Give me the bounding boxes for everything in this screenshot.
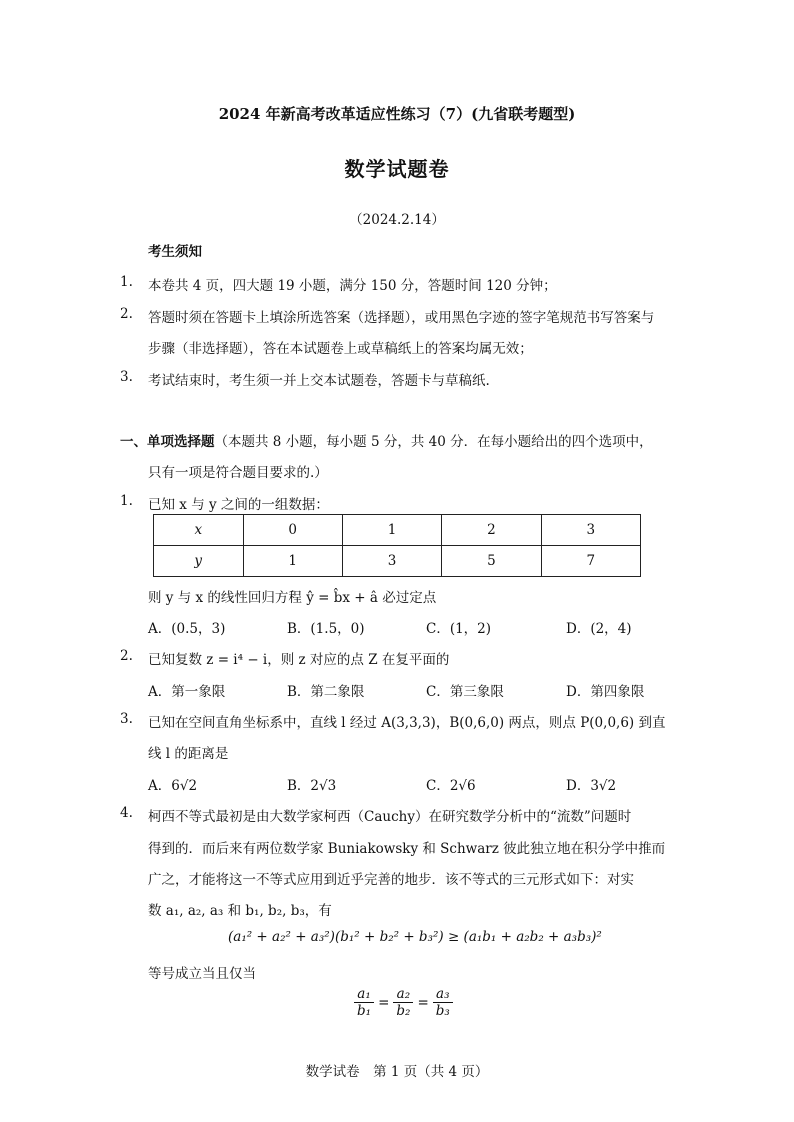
section-title: 一、单项选择题 <box>120 434 215 450</box>
option-c: C．第三象限 <box>426 684 504 700</box>
notice-item-text: 答题时须在答题卡上填涂所选答案（选择题），或用黑色字迹的签字笔规范书写答案与 <box>148 310 655 326</box>
fraction-denominator: b₂ <box>396 1003 411 1019</box>
cauchy-inequality-formula: (a₁² + a₂² + a₃²)(b₁² + b₂² + b₃²) ≥ (a₁b₁ + a₂b₂ + a₃b₃)² <box>228 929 602 945</box>
question-stem: 已知复数 z = i⁴ − i，则 z 对应的点 Z 在复平面的 <box>148 652 450 668</box>
table-cell: 1 <box>342 515 441 546</box>
question-stem: 已知 x 与 y 之间的一组数据： <box>148 497 329 513</box>
option-d: D．(2，4) <box>566 621 632 637</box>
fraction <box>433 986 453 1019</box>
table-cell: 3 <box>342 546 441 577</box>
option-a: A．6√2 <box>148 778 198 794</box>
question-text: 得到的．而后来有两位数学家 Buniakowsky 和 Schwarz 彼此独立地在积分学中推而 <box>148 841 666 857</box>
option-b: B．第二象限 <box>287 684 365 700</box>
question-text: 则 y 与 x 的线性回归方程 ŷ = b̂x + â 必过定点 <box>148 590 437 606</box>
section-heading <box>120 430 653 450</box>
table-cell: 7 <box>541 546 640 577</box>
table-cell: y <box>154 546 244 577</box>
table-cell: 0 <box>243 515 342 546</box>
page-footer: 数学试卷 第 1 页（共 4 页） <box>305 1064 489 1080</box>
section-description-line2: 只有一项是符合题目要求的.） <box>148 465 328 481</box>
equality-fractions: $\frac{\text{a₁}}{\text{b₁}}$ = $\frac{\text{a₂}}{\text{b₂}}$ = $\frac{\text{a₃}}{\text{b₃}}$ <box>352 986 455 1019</box>
question-text: 广之，才能将这一不等式应用到近乎完善的地步．该不等式的三元形式如下：对实 <box>148 872 634 888</box>
notice-item-number: 3. <box>120 369 133 385</box>
question-number: 1. <box>120 493 133 509</box>
table-cell: 2 <box>442 515 541 546</box>
fraction <box>393 986 413 1019</box>
exam-title: 2024 年新高考改革适应性练习（7）(九省联考题型) <box>218 105 576 123</box>
option-d: D．第四象限 <box>566 684 645 700</box>
fraction-numerator: a₃ <box>433 986 453 1003</box>
notice-item-text: 本卷共 4 页，四大题 19 小题，满分 150 分，答题时间 120 分钟； <box>148 278 557 294</box>
fraction-denominator: b₁ <box>357 1003 372 1019</box>
question-text: 柯西不等式最初是由大数学家柯西（Cauchy）在研究数学分析中的“流数”问题时 <box>148 809 632 825</box>
question-stem-line2: 线 l 的距离是 <box>148 746 229 762</box>
notice-item-text: 考试结束时，考生须一并上交本试题卷，答题卡与草稿纸. <box>148 373 490 389</box>
option-a: A．(0.5，3) <box>148 621 226 637</box>
question-number: 4. <box>120 805 133 821</box>
option-a: A．第一象限 <box>148 684 226 700</box>
notice-item-number: 2. <box>120 306 133 322</box>
option-c: C．2√6 <box>426 778 476 794</box>
fraction-denominator: b₃ <box>435 1003 450 1019</box>
section-description: （本题共 8 小题，每小题 5 分，共 40 分．在每小题给出的四个选项中， <box>214 434 653 450</box>
question-text: 数 a₁, a₂, a₃ 和 b₁, b₂, b₃，有 <box>148 903 332 919</box>
option-b: B．2√3 <box>287 778 337 794</box>
equality-condition-label: 等号成立当且仅当 <box>148 966 256 982</box>
table-cell: 1 <box>243 546 342 577</box>
table-row <box>154 515 641 546</box>
exam-date: （2024.2.14） <box>349 212 445 228</box>
data-table <box>153 514 641 577</box>
option-d: D．3√2 <box>566 778 617 794</box>
question-number: 3. <box>120 711 133 727</box>
notice-heading: 考生须知 <box>148 244 202 260</box>
fraction <box>354 986 374 1019</box>
notice-item-number: 1. <box>120 274 133 290</box>
option-b: B．(1.5，0) <box>287 621 365 637</box>
table-row <box>154 546 641 577</box>
fraction-numerator: a₁ <box>354 986 374 1003</box>
question-number: 2. <box>120 648 133 664</box>
notice-item-text: 步骤（非选择题），答在本试题卷上或草稿纸上的答案均属无效； <box>148 341 533 357</box>
page-title: 数学试题卷 <box>344 157 450 181</box>
option-c: C．(1，2) <box>426 621 492 637</box>
table-cell: x <box>154 515 244 546</box>
fraction-numerator: a₂ <box>393 986 413 1003</box>
table-cell: 3 <box>541 515 640 546</box>
question-stem: 已知在空间直角坐标系中，直线 l 经过 A(3,3,3)，B(0,6,0) 两点，则点 P(0,0,6) 到直 <box>148 715 666 731</box>
table-cell: 5 <box>442 546 541 577</box>
